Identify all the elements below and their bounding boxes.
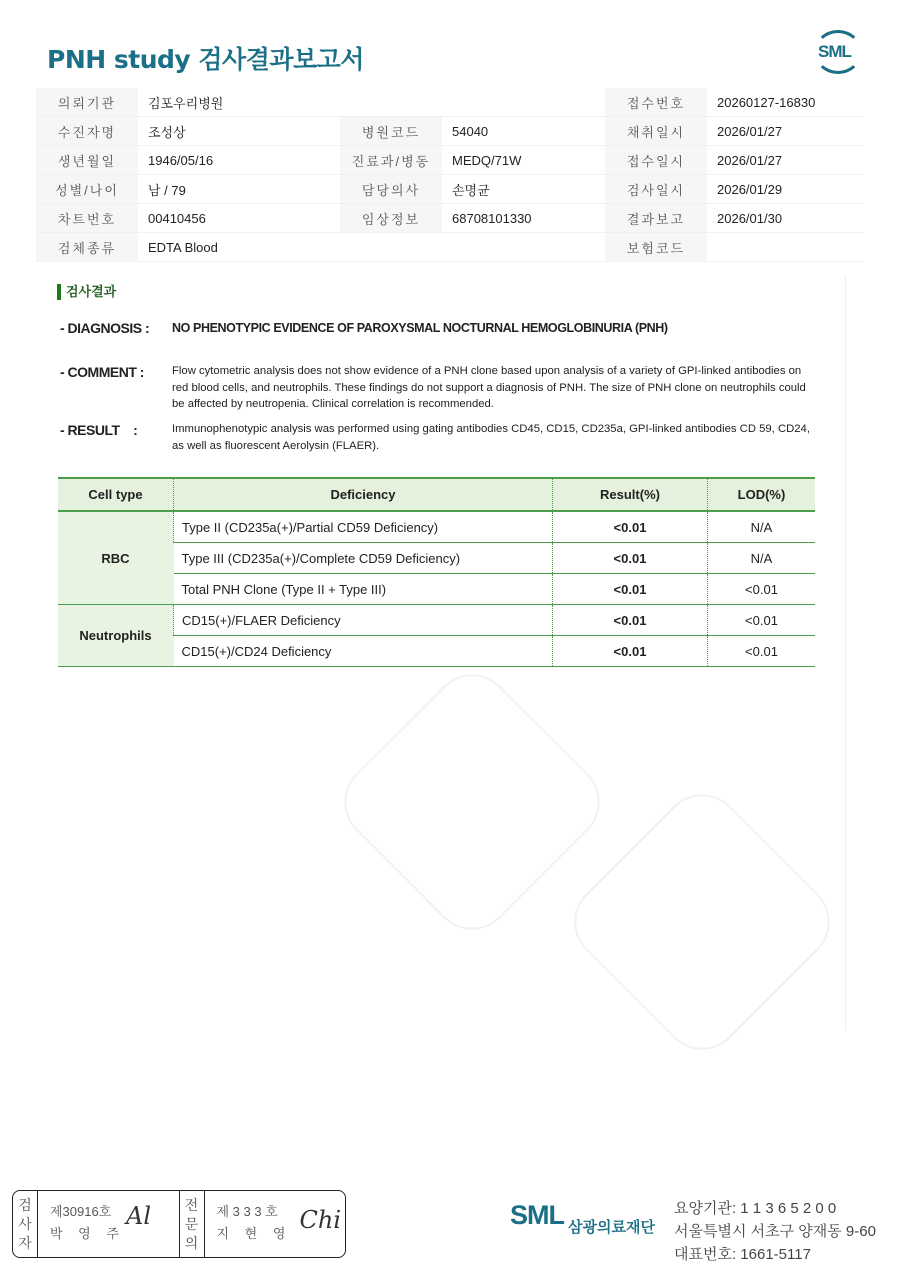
info-row [36, 233, 864, 262]
info-row [36, 88, 864, 117]
info-value: 1946/05/16 [138, 146, 340, 175]
info-label: 성별/나이 [36, 175, 138, 204]
header-deficiency: Deficiency [174, 478, 553, 511]
info-value: 00410456 [138, 204, 340, 233]
info-value: 54040 [442, 117, 605, 146]
info-value: 손명균 [442, 175, 605, 204]
info-value: 조성상 [138, 117, 340, 146]
info-value: 2026/01/27 [707, 146, 864, 175]
info-label: 생년월일 [36, 146, 138, 175]
info-value [707, 233, 864, 262]
deficiency: Type III (CD235a(+)/Complete CD59 Deficiency) [174, 543, 553, 574]
info-label [340, 233, 442, 262]
deficiency: Total PNH Clone (Type II + Type III) [174, 574, 553, 605]
watermark-cross [558, 778, 846, 1066]
result-value: <0.01 [553, 574, 708, 605]
lod-value: <0.01 [708, 574, 816, 605]
info-label: 채취일시 [605, 117, 707, 146]
institution-code: 요양기관: 1 1 3 6 5 2 0 0 [674, 1200, 837, 1217]
info-value: MEDQ/71W [442, 146, 605, 175]
patient-info-table [36, 88, 864, 262]
diagnosis-label: - DIAGNOSIS : [60, 320, 150, 336]
diagnosis-text: NO PHENOTYPIC EVIDENCE OF PAROXYSMAL NOCTURNAL HEMOGLOBINURIA (PNH) [172, 321, 668, 335]
doctor-signature: Chi [299, 1206, 341, 1234]
address: 서울특별시 서초구 양재동 9-60 [674, 1223, 876, 1240]
info-label: 병원코드 [340, 117, 442, 146]
info-value: 2026/01/29 [707, 175, 864, 204]
tester-name: 박 영 주 [50, 1226, 125, 1241]
info-row [36, 146, 864, 175]
cell-type: RBC [58, 511, 174, 605]
info-label: 검체종류 [36, 233, 138, 262]
table-row [58, 605, 815, 636]
result-value: <0.01 [553, 543, 708, 574]
info-value [442, 88, 605, 117]
deficiency: CD15(+)/FLAER Deficiency [174, 605, 553, 636]
tester-cell [38, 1191, 180, 1257]
result-value: <0.01 [553, 511, 708, 543]
info-label: 검사일시 [605, 175, 707, 204]
lod-value: <0.01 [708, 605, 816, 636]
info-label: 접수일시 [605, 146, 707, 175]
info-row [36, 117, 864, 146]
result-text: Immunophenotypic analysis was performed using gating antibodies CD45, CD15, CD235a, GPI-linked antibodies CD 59, CD24, as well as fluorescent Aerolysin (FLAER). [172, 423, 810, 452]
info-value [442, 233, 605, 262]
watermark-cross [328, 658, 616, 946]
info-row [36, 204, 864, 233]
lod-value: N/A [708, 543, 816, 574]
info-value: EDTA Blood [138, 233, 340, 262]
info-value: 김포우리병원 [138, 88, 340, 117]
lod-value: <0.01 [708, 636, 816, 667]
phone: 대표번호: 1661-5117 [674, 1246, 811, 1263]
sml-logo: SML [814, 30, 862, 74]
info-label: 차트번호 [36, 204, 138, 233]
doctor-name: 지 현 영 [216, 1226, 292, 1241]
info-value: 68708101330 [442, 204, 605, 233]
info-label: 임상정보 [340, 204, 442, 233]
page-title: PNH study 검사결과보고서 [47, 45, 364, 74]
info-label [340, 88, 442, 117]
info-value: 남 / 79 [138, 175, 340, 204]
info-label: 의뢰기관 [36, 88, 138, 117]
info-row [36, 175, 864, 204]
footer-info [674, 1197, 876, 1266]
footer-logo: SML 삼광의료재단 [510, 1200, 655, 1236]
result-value: <0.01 [553, 605, 708, 636]
info-value: 20260127-16830 [707, 88, 864, 117]
info-value: 2026/01/30 [707, 204, 864, 233]
tester-signature: Al [126, 1202, 152, 1230]
lod-value: N/A [708, 511, 816, 543]
deficiency: CD15(+)/CD24 Deficiency [174, 636, 553, 667]
info-label: 담당의사 [340, 175, 442, 204]
info-value: 2026/01/27 [707, 117, 864, 146]
header-lod: LOD(%) [708, 478, 816, 511]
results-table [58, 477, 815, 667]
tester-label: 검사자 [18, 1196, 32, 1251]
comment-text: Flow cytometric analysis does not show evidence of a PNH clone based upon analysis of a variety of GPI-linked antibodies on red blood cells, and neutrophils. These findings do not support a diagnosis of PNH. The size of PNH clone on neutrophils could be affected by neutropenia. Clinical correlation is recommended. [172, 365, 806, 410]
doctor-label: 전문의 [184, 1196, 199, 1251]
deficiency: Type II (CD235a(+)/Partial CD59 Deficiency) [174, 511, 553, 543]
info-label: 진료과/병동 [340, 146, 442, 175]
info-label: 접수번호 [605, 88, 707, 117]
section-title: 검사결과 [57, 284, 116, 300]
doctor-license: 제 3 3 3 호 [216, 1204, 278, 1219]
table-row [58, 511, 815, 543]
tester-license: 제30916호 [50, 1204, 112, 1219]
signature-box [12, 1190, 346, 1258]
comment-label: - COMMENT : [60, 364, 144, 380]
info-label: 결과보고 [605, 204, 707, 233]
info-label: 수진자명 [36, 117, 138, 146]
result-value: <0.01 [553, 636, 708, 667]
doctor-cell [205, 1191, 346, 1257]
divider [845, 275, 846, 1030]
header-cell-type: Cell type [58, 478, 174, 511]
result-label: - RESULT : [60, 422, 138, 438]
header-result: Result(%) [553, 478, 708, 511]
info-label: 보험코드 [605, 233, 707, 262]
doctor-label-cell [180, 1191, 205, 1257]
tester-label-cell [13, 1191, 38, 1257]
cell-type: Neutrophils [58, 605, 174, 667]
